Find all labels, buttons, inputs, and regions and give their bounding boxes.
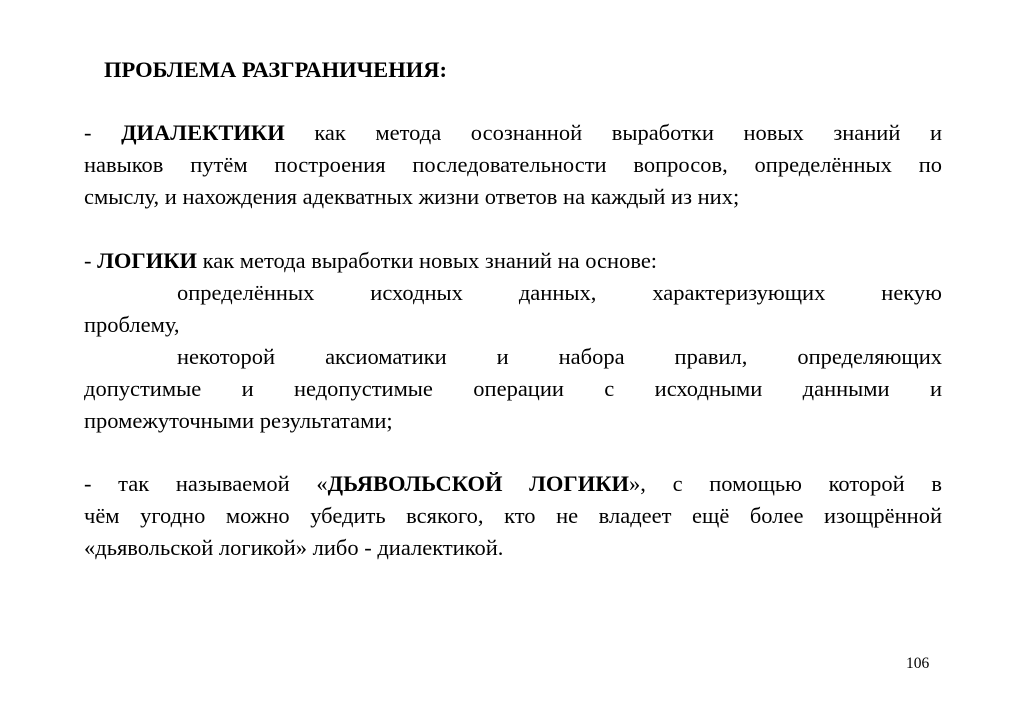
- page-number: 106: [906, 655, 930, 672]
- paragraph-text: как метода выработки новых знаний на основе:: [197, 248, 658, 273]
- paragraph-logic: [84, 245, 942, 437]
- sub-item-line: промежуточными результатами;: [84, 408, 393, 433]
- paragraph-line: навыков путём построения последовательности вопросов, определённых по: [84, 152, 942, 177]
- paragraph-dialectics: [84, 117, 942, 213]
- list-dash: -: [84, 120, 122, 145]
- paragraph-line: [84, 117, 942, 149]
- paragraph-line: смыслу, и нахождения адекватных жизни ответов на каждый из них;: [84, 184, 740, 209]
- term-logic: ЛОГИКИ: [97, 248, 198, 273]
- list-dash: -: [84, 248, 98, 273]
- paragraph-line: «дьявольской логикой» либо - диалектикой.: [84, 535, 504, 560]
- sub-item-line: проблему,: [84, 312, 180, 337]
- term-devil-logic: ДЬЯВОЛЬСКОЙ ЛОГИКИ: [327, 471, 630, 496]
- paragraph-line: чём угодно можно убедить всякого, кто не владеет ещё более изощрённой: [84, 503, 942, 528]
- sub-item-line: некоторой аксиоматики и набора правил, определяющих: [177, 344, 942, 369]
- paragraph-line: [84, 468, 942, 500]
- paragraph-text: как метода осознанной выработки новых знаний и: [284, 120, 942, 145]
- sub-item-line: допустимые и недопустимые операции с исходными данными и: [84, 376, 942, 401]
- paragraph-text: », с помощью которой в: [629, 471, 942, 496]
- paragraph-text: - так называемой «: [84, 471, 328, 496]
- sub-item-line: определённых исходных данных, характеризующих некую: [177, 280, 942, 305]
- slide-title: ПРОБЛЕМА РАЗГРАНИЧЕНИЯ:: [104, 57, 447, 82]
- paragraph-line: [84, 245, 942, 277]
- term-dialectics: ДИАЛЕКТИКИ: [121, 120, 285, 145]
- paragraph-devil-logic: [84, 468, 942, 564]
